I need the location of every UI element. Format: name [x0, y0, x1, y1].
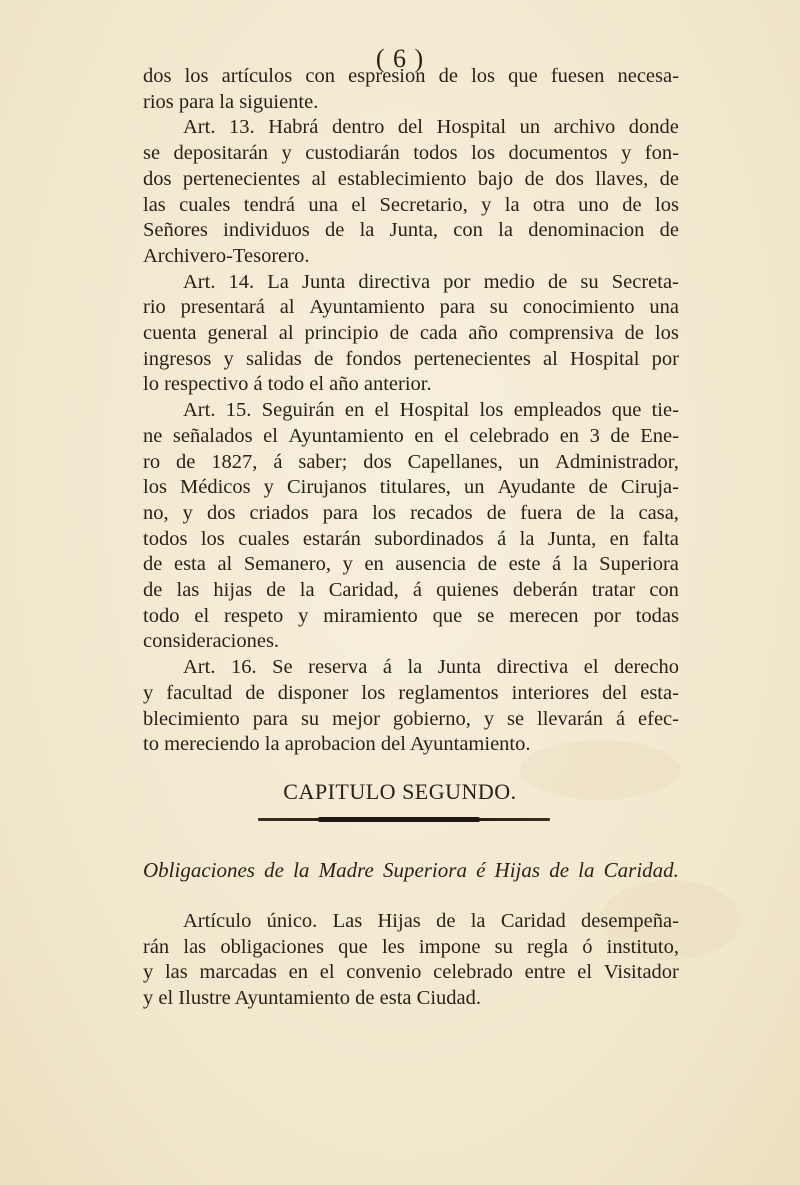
section-heading: Obligaciones de la Madre Superiora é Hijas de la Caridad. [143, 858, 679, 882]
main-text [143, 64, 679, 758]
text-line: las cuales tendrá una el Secretario, y la otra uno de los [143, 193, 679, 216]
text-line: no, y dos criados para los recados de fuera de la casa, [143, 501, 679, 524]
page-number: ( 6 ) [375, 44, 425, 73]
text-line: Art. 16. Se reserva á la Junta directiva el derecho [183, 656, 679, 679]
text-line: cuenta general al principio de cada año comprensiva de los [143, 322, 679, 345]
text-line: Art. 14. La Junta directiva por medio de su Secreta- [183, 270, 679, 293]
ornamental-rule [258, 818, 550, 821]
chapter-heading: CAPITULO SEGUNDO. [283, 779, 517, 804]
text-line: se depositarán y custodiarán todos los documentos y fon- [143, 142, 679, 165]
text-line: dos pertenecientes al establecimiento bajo de dos llaves, de [143, 167, 679, 190]
text-line: dos los artículos con espresion de los que fuesen necesa- [143, 65, 679, 87]
text-line: Archivero-Tesorero. [143, 244, 310, 267]
text-line: rios para la siguiente. [143, 90, 319, 113]
text-line: ne señalados el Ayuntamiento en el celebrado en 3 de Ene- [143, 424, 679, 447]
text-line: blecimiento para su mejor gobierno, y se llevarán á efec- [143, 707, 679, 730]
text-line: rio presentará al Ayuntamiento para su conocimiento una [143, 296, 679, 319]
text-line: y las marcadas en el convenio celebrado entre el Visitador [143, 961, 679, 984]
article-text [143, 909, 679, 1012]
text-line: y el Ilustre Ayuntamiento de esta Ciudad. [143, 987, 481, 1010]
text-line: Artículo único. Las Hijas de la Caridad desempeña- [183, 910, 679, 932]
text-line: los Médicos y Cirujanos titulares, un Ayudante de Ciruja- [143, 476, 679, 499]
text-line: todo el respeto y miramiento que se merecen por todas [143, 604, 679, 627]
text-line: Señores individuos de la Junta, con la denominacion de [143, 219, 679, 242]
text-line: consideraciones. [143, 630, 280, 653]
text-line: Art. 13. Habrá dentro del Hospital un archivo donde [183, 116, 679, 139]
text-line: de las hijas de la Caridad, á quienes deberán tratar con [143, 579, 679, 602]
text-line: todos los cuales estarán subordinados á la Junta, en falta [143, 527, 679, 550]
text-line: de esta al Semanero, y en ausencia de este á la Superiora [143, 553, 679, 576]
text-line: to mereciendo la aprobacion del Ayuntamiento. [143, 733, 531, 756]
text-line: y facultad de disponer los reglamentos interiores del esta- [143, 681, 679, 704]
text-line: ro de 1827, á saber; dos Capellanes, un Administrador, [143, 450, 679, 473]
text-line: rán las obligaciones que les impone su regla ó instituto, [143, 935, 679, 958]
text-line: lo respectivo á todo el año anterior. [143, 373, 432, 396]
text-line: ingresos y salidas de fondos pertenecientes al Hospital por [143, 347, 679, 370]
text-line: Art. 15. Seguirán en el Hospital los empleados que tie- [183, 399, 679, 422]
